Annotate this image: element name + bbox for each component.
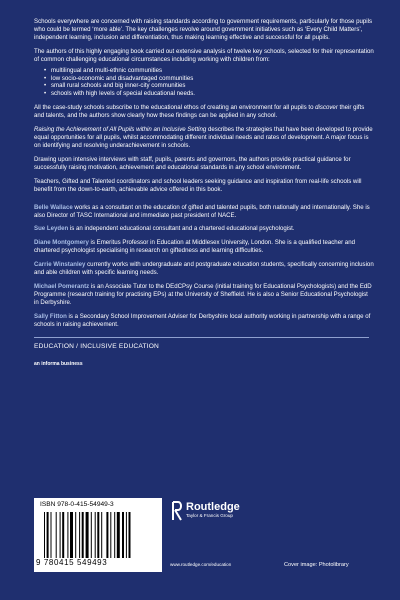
author-bio: Sally Fitton is a Secondary School Improvement Adviser for Derbyshire local authority working in partnership with a range of schools in raising achievement.: [34, 312, 371, 328]
author-bio: Michael Pomerantz is an Associate Tutor to the DEdCPsy Course (initial training for Educational Psychologists) and the EdD Programme (research training for practising EPs) at the University of Sheffield. He is also a Senior Educational Psychologist in Derbyshire.: [34, 283, 372, 306]
isbn-label: ISBN 978-0-415-54949-3: [40, 501, 114, 508]
section-label: EDUCATION / INCLUSIVE EDUCATION: [34, 342, 160, 350]
publisher-sub: Taylor & Francis Group: [186, 513, 233, 518]
authors-paragraph: The authors of this highly engaging book carried out extensive analysis of twelve key schools, selected for their representation of common challenging educational circumstances including working with children from:: [34, 47, 374, 63]
author-bio: Sue Leyden is an independent educational consultant and a chartered educational psychologist.: [34, 225, 295, 233]
teachers-paragraph: Teachers, Gifted and Talented coordinators and school leaders seeking guidance and inspiration from real-life schools will benefit from the down-to-earth, achievable advice offered in this book.: [34, 177, 362, 193]
circumstances-list: [44, 67, 374, 99]
cover-credit: Cover image: Photolibrary: [284, 562, 349, 568]
divider: [34, 337, 369, 338]
author-bio: Diane Montgomery is Emeritus Professor in Education at Middlesex University, London. She is a qualified teacher and chartered psychologist specialising in research on giftedness and learning difficulties.: [34, 239, 355, 255]
informa-label: an informa business: [34, 361, 83, 368]
author-bios: [34, 204, 374, 329]
barcode-bars: [44, 512, 156, 558]
author-bio: Carrie Winstanley currently works with undergraduate and postgraduate education students, specifically concerning inclusion and able children with specific learning needs.: [34, 261, 374, 277]
barcode-digits: 9 780415 549493: [36, 558, 108, 567]
interviews-paragraph: Drawing upon intensive interviews with staff, pupils, parents and governors, the authors provide practical guidance for successfully raising motivation, achievement and educational standards in any school environment.: [34, 155, 351, 171]
barcode: [34, 498, 162, 572]
list-item: • schools with high levels of special educational needs.: [44, 90, 374, 98]
author-name: Sally Fitton: [34, 312, 67, 320]
intro-paragraph: Schools everywhere are concerned with raising standards according to government requirements, particularly for those pupils who could be termed ‘more able’. The key challenges revolve around government initiatives such as ‘Every Child Matters’, independent learning, inclusion and differentiation, thus making learning effective and successful for all pupils.: [34, 18, 373, 41]
footer: [34, 498, 374, 598]
publisher-name: Routledge: [186, 501, 240, 513]
author-name: Sue Leyden: [34, 225, 69, 233]
author-name: Diane Montgomery: [34, 239, 89, 247]
emphasis-discover: discover: [315, 104, 338, 112]
routledge-r-icon: [170, 500, 184, 522]
list-item: • low socio-economic and disadvantaged communities: [44, 75, 374, 83]
publisher-url[interactable]: www.routledge.com/education: [170, 562, 232, 567]
list-item: • small rural schools and big inner-city communities: [44, 82, 374, 90]
strategies-paragraph: Raising the Achievement of All Pupils within an Inclusive Setting describes the strategies that have been developed to provide equal opportunities for all pupils, whilst accommodating different individual needs and rates of development. A major focus is on identifying and resolving underachievement in schools.: [34, 126, 373, 149]
author-name: Carrie Winstanley: [34, 261, 86, 269]
author-bio: Belle Wallace works as a consultant on the education of gifted and talented pupils, both nationally and internationally. She is also Director of TASC International and immediate past president of NACE.: [34, 203, 370, 219]
list-item: • multilingual and multi-ethnic communities: [44, 67, 374, 75]
ethos-paragraph: All the case-study schools subscribe to the educational ethos of creating an environment for all pupils to discover their gifts and talents, and the authors show clearly how these findings can be applied in any school.: [34, 104, 365, 120]
book-title: Raising the Achievement of All Pupils within an Inclusive Setting: [34, 126, 207, 134]
author-name: Belle Wallace: [34, 203, 73, 211]
author-name: Michael Pomerantz: [34, 283, 90, 291]
